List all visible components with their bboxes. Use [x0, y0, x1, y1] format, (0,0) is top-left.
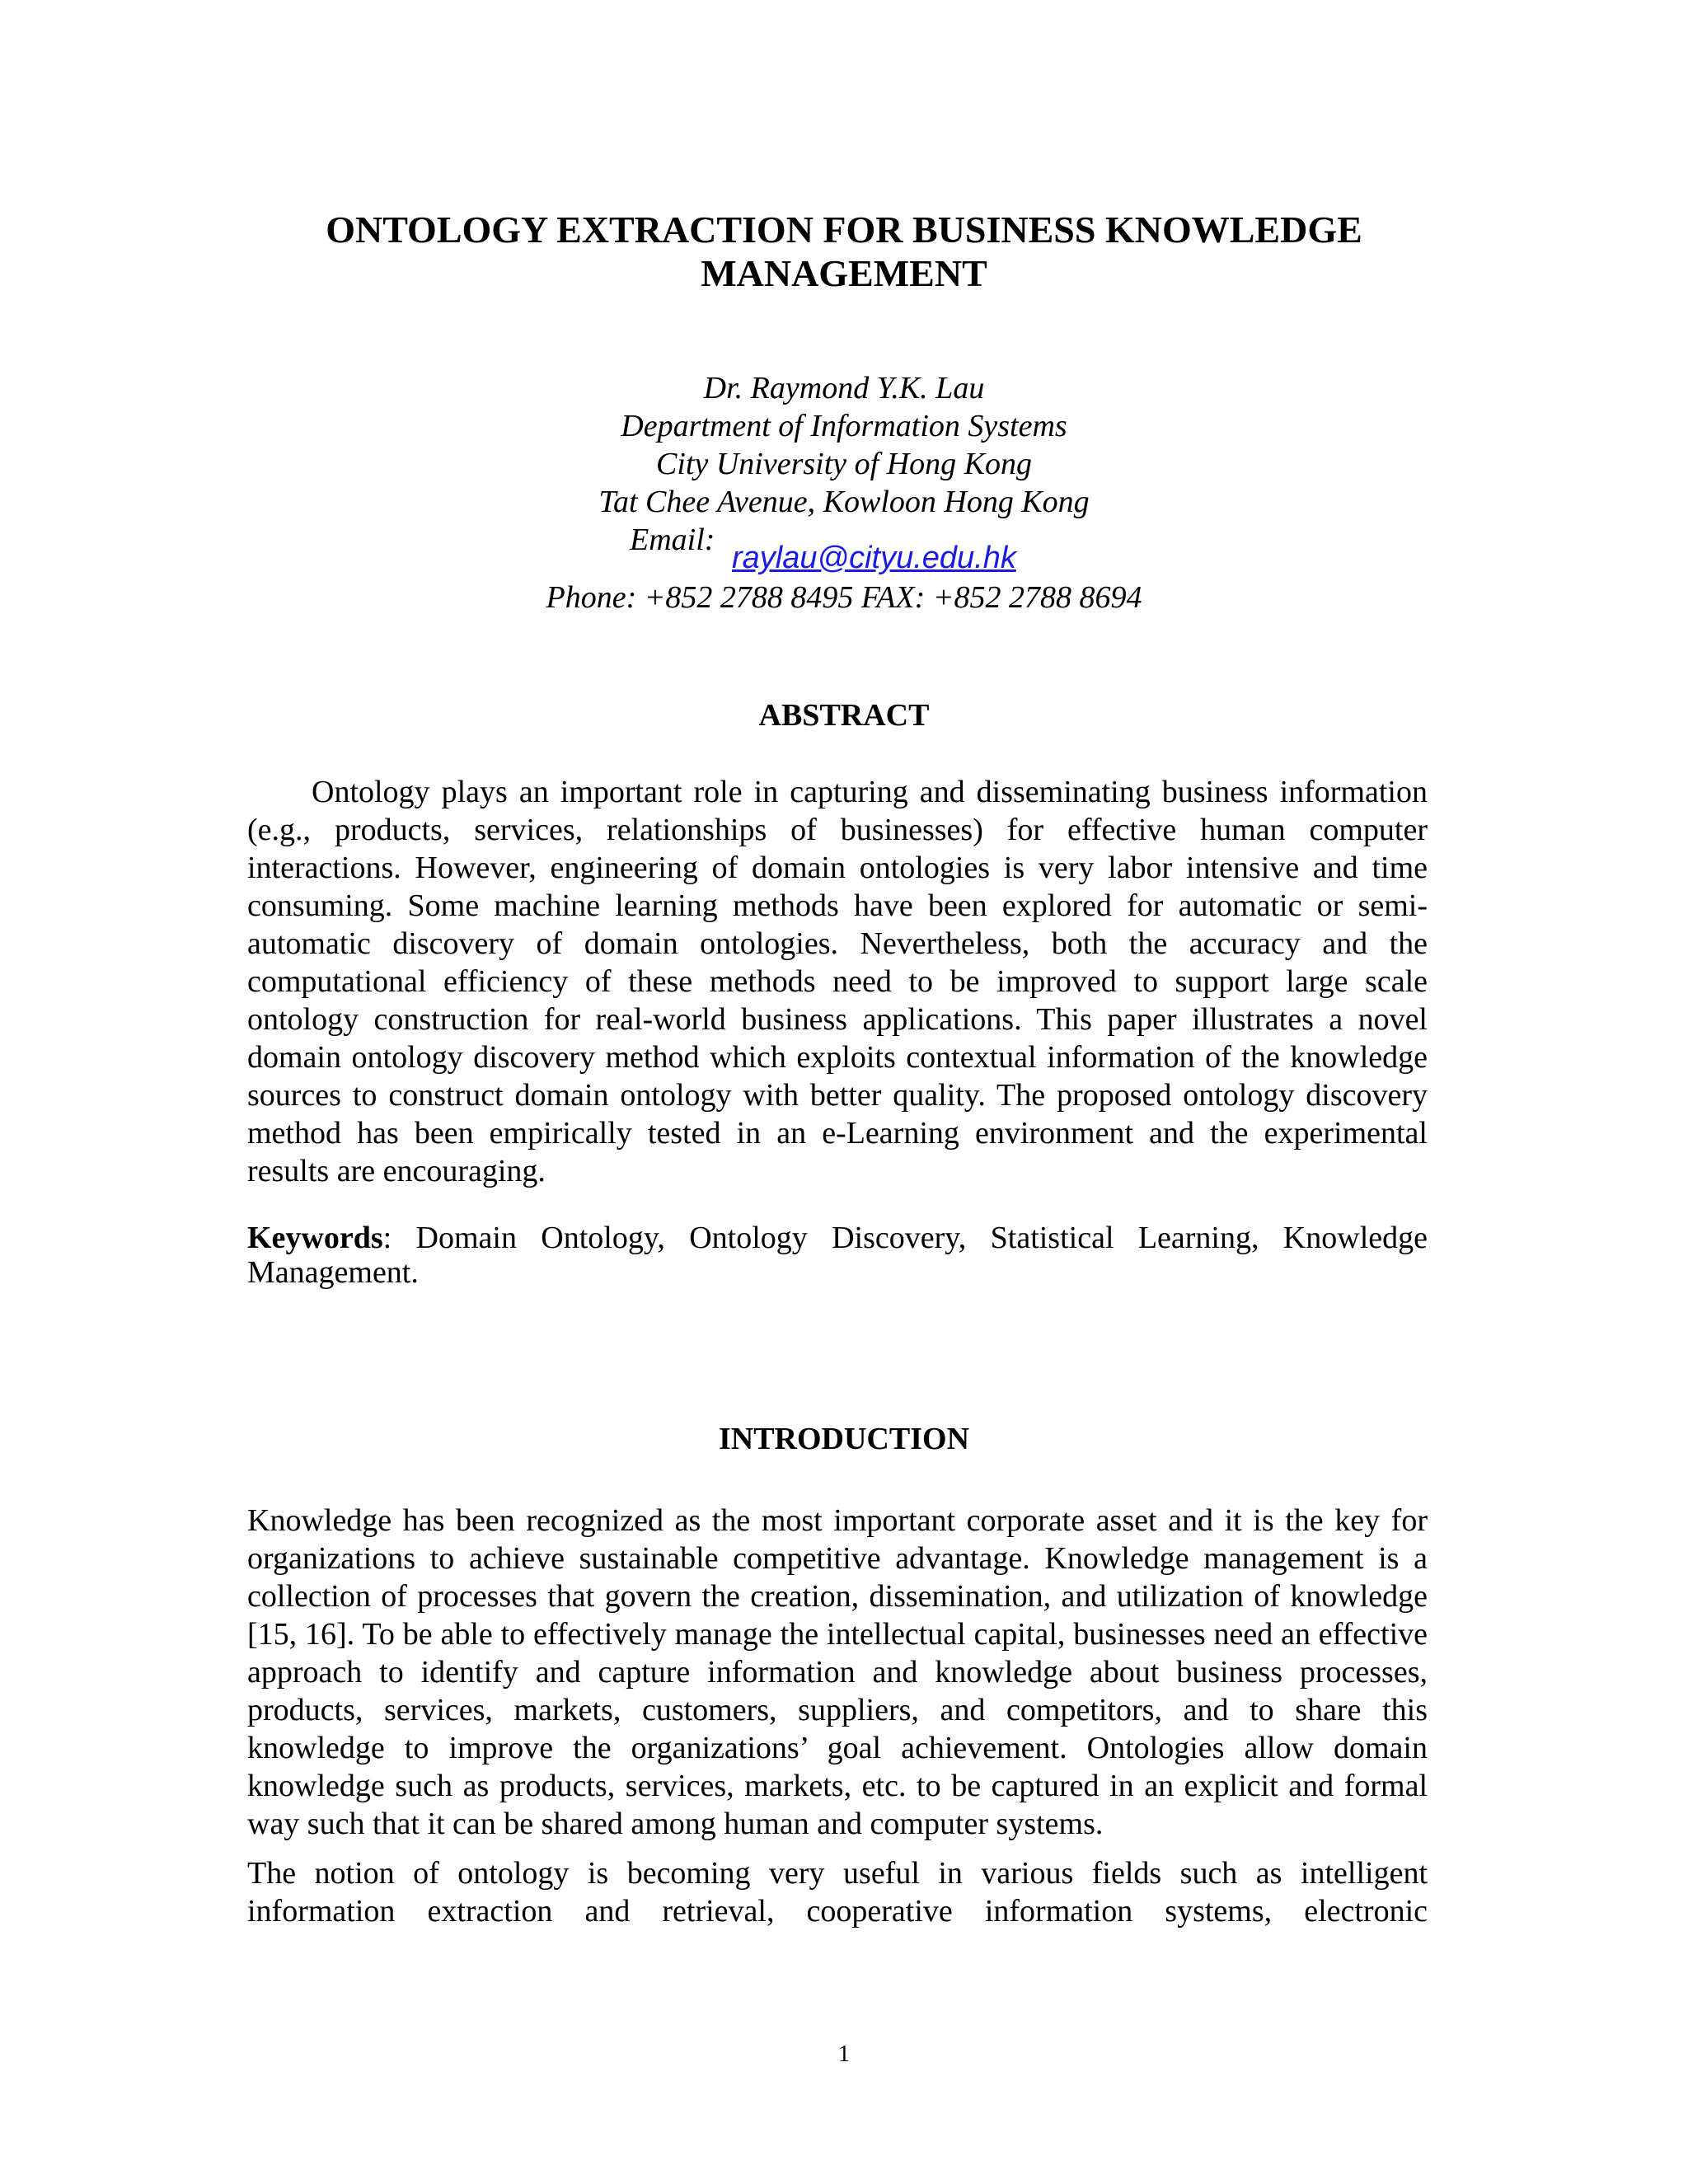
page-number: 1	[838, 2041, 850, 2067]
author-university: City University of Hong Kong	[656, 447, 1032, 481]
introduction-paragraph-1: Knowledge has been recognized as the most important corporate asset and it is the key for organizations to achieve sustainable competitive advantage. Knowledge management is a collection of processes that govern the creation, dissemination, and utilization of knowledge [15, 16]. To be able to effectively manage the intellectual capital, businesses need an effective approach to identify and capture information and knowledge about business processes, products, services, markets, customers, suppliers, and competitors, and to share this knowledge to improve the organizations’ goal achievement. Ontologies allow domain knowledge such as products, services, markets, etc. to be captured in an explicit and formal way such that it can be shared among human and computer systems.	[247, 1503, 1428, 1841]
author-phone-fax: Phone: +852 2788 8495 FAX: +852 2788 8694	[546, 580, 1142, 615]
abstract-heading: ABSTRACT	[758, 698, 930, 733]
keywords-text: : Domain Ontology, Ontology Discovery, Statistical Learning, Knowledge Management.	[247, 1221, 1428, 1290]
email-link[interactable]: raylau@cityu.edu.hk	[732, 541, 1016, 575]
email-label: Email:	[630, 523, 715, 557]
author-name: Dr. Raymond Y.K. Lau	[703, 371, 985, 405]
introduction-paragraph-2: The notion of ontology is becoming very useful in various fields such as intelligent information extraction and retrieval, cooperative information systems, electronic	[247, 1856, 1428, 1929]
email-line	[247, 521, 1441, 579]
keywords	[247, 1221, 1428, 1290]
title-line-1: ONTOLOGY EXTRACTION FOR BUSINESS KNOWLEDGE	[326, 209, 1362, 251]
introduction-heading: INTRODUCTION	[718, 1422, 970, 1456]
abstract-text: Ontology plays an important role in capturing and disseminating business information (e.g., products, services, relationships of businesses) for effective human computer interactions. However, engineering of domain ontologies is very labor intensive and time consuming. Some machine learning methods have been explored for automatic or semi-automatic discovery of domain ontologies. Nevertheless, both the accuracy and the computational efficiency of these methods need to be improved to support large scale ontology construction for real-world business applications. This paper illustrates a novel domain ontology discovery method which exploits contextual information of the knowledge sources to construct domain ontology with better quality. The proposed ontology discovery method has been empirically tested in an e-Learning environment and the experimental results are encouraging.	[247, 775, 1428, 1188]
title-line-2: MANAGEMENT	[701, 252, 987, 294]
keywords-label: Keywords	[247, 1221, 383, 1255]
author-block	[247, 369, 1441, 616]
author-address: Tat Chee Avenue, Kowloon Hong Kong	[598, 485, 1090, 519]
author-department: Department of Information Systems	[621, 409, 1067, 443]
paper-title	[247, 208, 1441, 295]
